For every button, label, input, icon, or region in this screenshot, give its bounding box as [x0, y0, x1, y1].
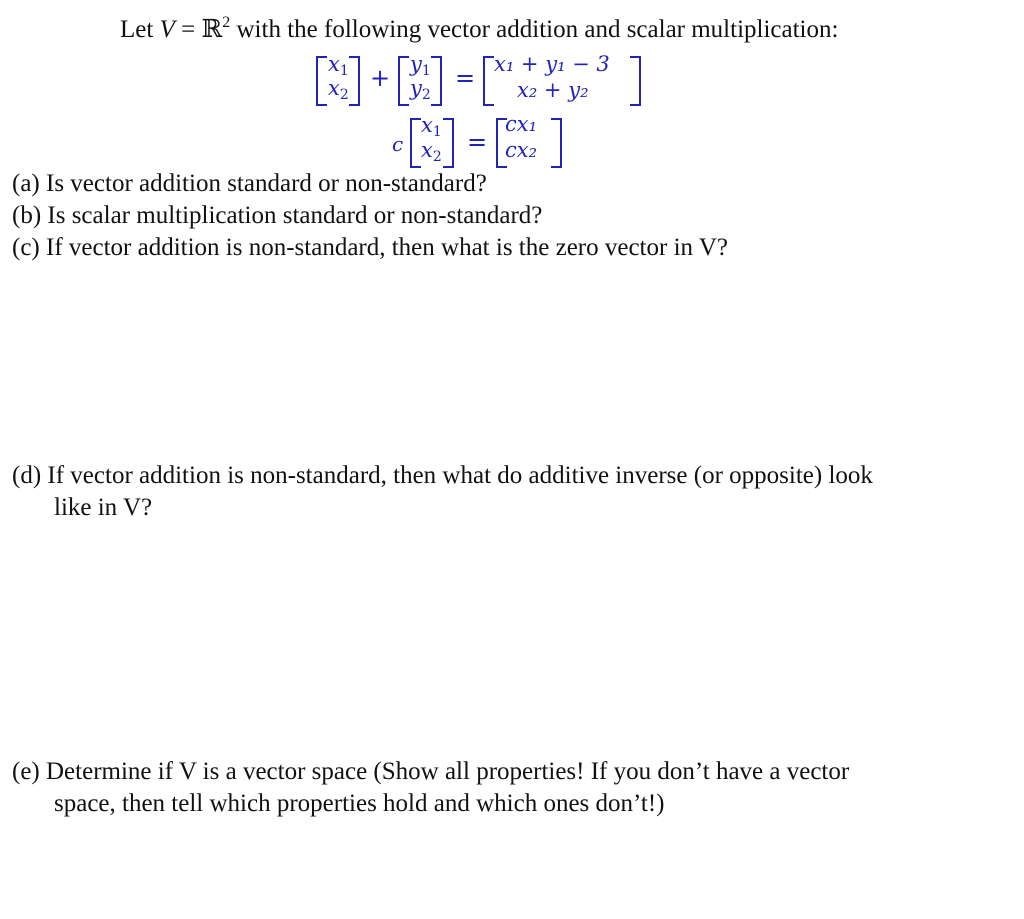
question-e-line2: space, then tell which properties hold and which ones don’t!)	[54, 790, 665, 817]
scalar-x2: x2	[421, 138, 442, 165]
question-c: (c) If vector addition is non-standard, then what is the zero vector in V?	[12, 234, 728, 261]
equals-sign: =	[467, 128, 488, 156]
bracket-right	[551, 118, 562, 168]
add-y2: y2	[410, 76, 431, 103]
bracket-left	[398, 56, 409, 106]
question-a: (a) Is vector addition standard or non-standard?	[12, 170, 487, 197]
bracket-right	[630, 56, 641, 106]
scalar-result-bottom: cx₂	[505, 138, 538, 162]
intro-eq: =	[181, 16, 196, 43]
add-result-top: x₁ + y₁ − 3	[494, 52, 610, 76]
question-e-line1: (e) Determine if V is a vector space (Show all properties! If you don’t have a vector	[12, 758, 850, 785]
bracket-right	[349, 56, 360, 106]
add-x1: x1	[328, 52, 349, 79]
bracket-left	[483, 56, 494, 106]
bracket-right	[431, 56, 442, 106]
intro-exp: 2	[222, 14, 231, 31]
question-b: (b) Is scalar multiplication standard or non-standard?	[12, 202, 543, 229]
intro-suffix: with the following vector addition and scalar multiplication:	[236, 16, 839, 43]
intro-line	[120, 14, 838, 49]
add-y1: y1	[410, 52, 431, 79]
equals-sign: =	[455, 64, 476, 92]
add-result-bottom: x₂ + y₂	[517, 78, 589, 102]
intro-r: ℝ	[201, 16, 223, 43]
bracket-right	[443, 118, 454, 168]
intro-prefix: Let	[120, 16, 154, 43]
plus-sign: +	[370, 64, 391, 92]
bracket-left	[410, 118, 421, 168]
bracket-left	[316, 56, 327, 106]
scalar-x1: x1	[421, 113, 442, 140]
scalar-c: c	[392, 132, 404, 156]
intro-v: V	[159, 16, 175, 43]
add-x2: x2	[328, 76, 349, 103]
question-d-line1: (d) If vector addition is non-standard, then what do additive inverse (or opposite) look	[12, 462, 873, 489]
scalar-result-top: cx₁	[505, 112, 538, 136]
question-d-line2: like in V?	[54, 494, 153, 521]
